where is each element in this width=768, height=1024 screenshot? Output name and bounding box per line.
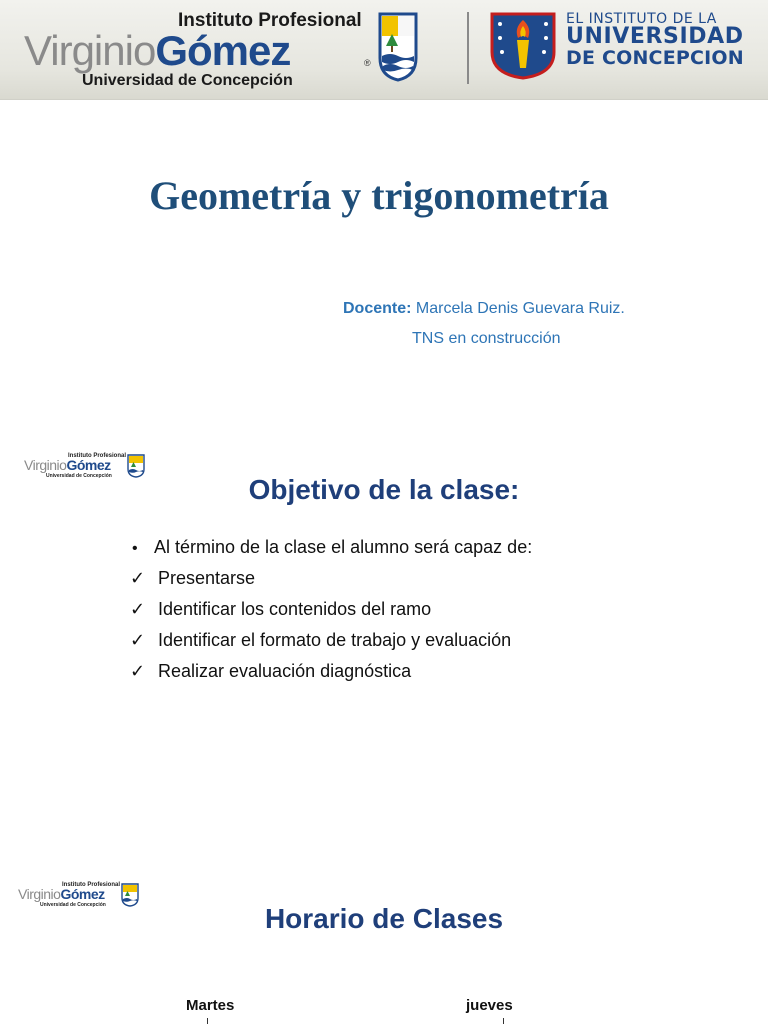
objective-text: Presentarse (158, 568, 256, 588)
mini-logo-wordmark (24, 458, 111, 474)
course-title: Geometría y trigonometría (149, 173, 609, 218)
udec-shield-icon (490, 12, 556, 80)
header-divider (467, 12, 469, 84)
teacher-label: Docente: (343, 300, 412, 317)
list-item (130, 596, 750, 627)
list-item (130, 658, 750, 689)
day-label-thursday: jueves (466, 997, 513, 1014)
objective-text: Identificar los contenidos del ramo (158, 599, 432, 619)
header-band (0, 0, 768, 100)
udec-wordmark-line3: DE CONCEPCION (566, 46, 744, 69)
mini-logo-subtitle: Universidad de Concepción (40, 902, 106, 908)
slide-title (0, 0, 768, 430)
timeline-line (503, 1018, 504, 1024)
bullet-icon: • (132, 540, 138, 557)
ivg-logo-top-text: Instituto Profesional (178, 10, 362, 31)
checkmark-icon: ✓ (130, 568, 146, 588)
checkmark-icon: ✓ (130, 599, 146, 619)
objective-text: Identificar el formato de trabajo y evaluación (158, 630, 512, 650)
ivg-shield-icon (378, 12, 418, 82)
objectives-list (130, 534, 750, 689)
teacher-name: Marcela Denis Guevara Ruiz. (411, 300, 625, 317)
ivg-logo-virginio: Virginio (24, 27, 156, 74)
list-item (130, 534, 750, 565)
ivg-logo-wordmark (24, 27, 291, 74)
udec-wordmark-line1: EL INSTITUTO DE LA (566, 11, 717, 27)
objectives-title: Objetivo de la clase: (248, 474, 520, 505)
objective-text: Realizar evaluación diagnóstica (158, 661, 412, 681)
list-item (130, 627, 750, 658)
mini-logo-virginio: Virginio (24, 457, 67, 473)
mini-logo-wordmark (18, 887, 105, 903)
mini-logo-virginio: Virginio (18, 886, 61, 902)
checkmark-icon: ✓ (130, 630, 146, 650)
ivg-logo (24, 8, 374, 94)
registered-mark: ® (364, 58, 371, 68)
checkmark-icon: ✓ (130, 661, 146, 681)
schedule-title: Horario de Clases (264, 903, 504, 934)
list-item (130, 565, 750, 596)
mini-logo-gomez: Gómez (66, 457, 111, 473)
udec-wordmark-line2: UNIVERSIDAD (566, 24, 744, 50)
mini-logo-subtitle: Universidad de Concepción (46, 473, 112, 479)
ivg-logo-subtitle: Universidad de Concepción (82, 72, 293, 89)
ivg-logo-gomez: Gómez (155, 27, 291, 74)
mini-logo-top-text: Instituto Profesional (68, 453, 127, 459)
timeline-line (207, 1018, 208, 1024)
day-label-tuesday: Martes (186, 997, 235, 1014)
mini-logo-gomez: Gómez (60, 886, 105, 902)
mini-logo-top-text: Instituto Profesional (62, 882, 121, 888)
career-line: TNS en construcción (412, 330, 561, 347)
objectives-intro: Al término de la clase el alumno será capaz de: (154, 537, 533, 557)
teacher-line (343, 300, 625, 318)
udec-wordmark (566, 12, 746, 68)
